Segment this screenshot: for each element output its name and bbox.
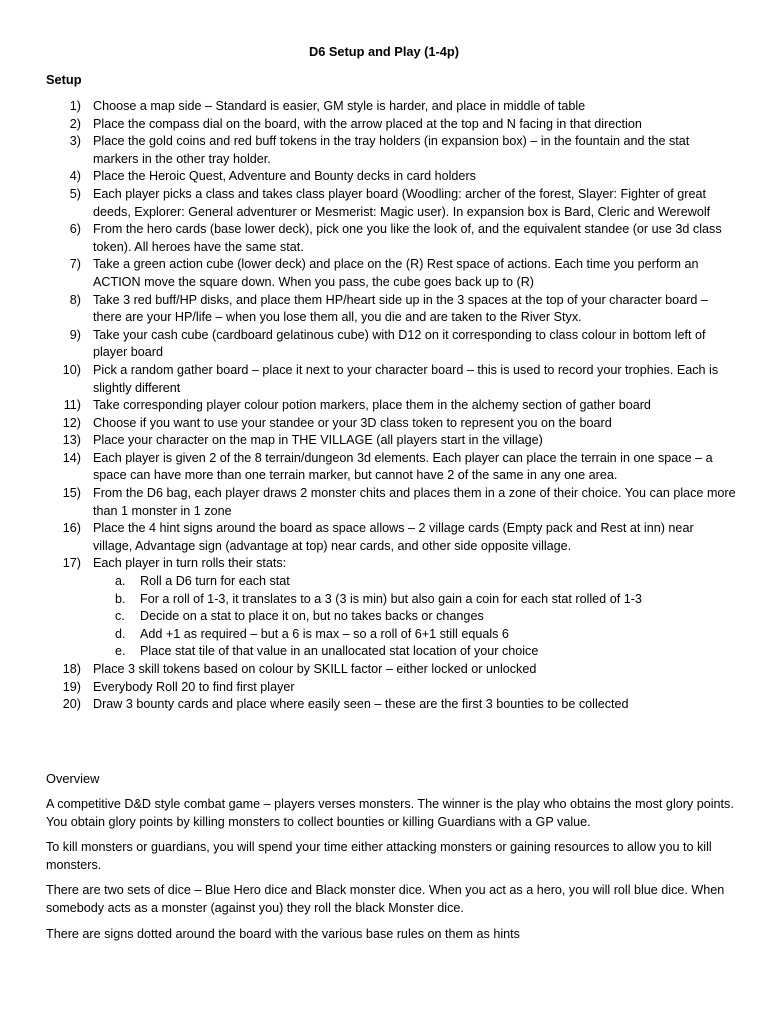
step-text: Choose a map side – Standard is easier, GM style is harder, and place in middle of table [93,99,586,113]
substep-letter: a. [115,574,126,589]
step-text: Each player picks a class and takes class player board (Woodling: archer of the forest, Slayer: Fighter of great deeds, Explorer: General adventurer or Mesmerist: Magic user). In expansion box is Bard, Cleric and Werewolf [93,186,711,219]
step-text: Each player in turn rolls their stats: [93,556,287,571]
substep-letter: c. [115,609,125,624]
overview-paragraph: A competitive D&D style combat game – players verses monsters. The winner is the play who obtains the most glory points. You obtain glory points by killing monsters to collect bounties or killing Guardians with a GP value. [46,797,734,829]
setup-step [46,397,736,415]
step-number: 2) [69,116,81,131]
setup-step [46,520,736,555]
setup-step [46,116,736,134]
step-text: Place the gold coins and red buff tokens in the tray holders (in expansion box) – in the fountain and the stat markers in the other tray holder. [93,134,690,166]
step-text: Take corresponding player colour potion markers, place them in the alchemy section of gather board [93,398,651,413]
step-number: 11) [63,398,81,413]
step-number: 15) [62,486,81,501]
step-number: 13) [62,433,81,448]
setup-step [46,661,736,679]
page-title: D6 Setup and Play (1-4p) [308,44,460,59]
step-number: 18) [62,662,81,676]
step-number: 12) [62,415,81,430]
substep-text: Place stat tile of that value in an unallocated stat location of your choice [140,644,539,659]
step-text: Place 3 skill tokens based on colour by SKILL factor – either locked or unlocked [93,662,537,676]
stat-roll-substeps [93,573,736,661]
substep [93,573,736,591]
substep-text: Decide on a stat to place it on, but no takes backs or changes [140,609,484,624]
step-number: 3) [69,134,81,149]
step-text: Place the 4 hint signs around the board as space allows – 2 village cards (Empty pack and Rest at inn) near village, Advantage sign (advantage at top) near cards, and other side opposite village. [93,521,694,553]
substep-letter: e. [115,644,126,659]
setup-step [46,450,736,485]
setup-step [46,362,736,397]
step-text: Choose if you want to use your standee or your 3D class token to represent you on the board [93,415,612,430]
step-text: From the D6 bag, each player draws 2 monster chits and places them in a zone of their choice. You can place more than 1 monster in 1 zone [93,486,736,518]
step-number: 6) [69,222,81,237]
step-text: Take a green action cube (lower deck) and place on the (R) Rest space of actions. Each time you perform an ACTION move the square down. When you pass, the cube goes back up to (R) [93,257,699,289]
setup-step [46,168,736,186]
step-text: Everybody Roll 20 to find first player [93,679,295,694]
step-number: 9) [69,327,81,342]
setup-step [46,98,736,116]
substep [93,591,736,609]
setup-step [46,186,736,221]
step-number: 17) [62,556,81,571]
step-number: 16) [62,521,81,536]
step-number: 5) [69,186,81,201]
step-text: Draw 3 bounty cards and place where easily seen – these are the first 3 bounties to be collected [93,697,629,712]
step-number: 7) [69,257,81,272]
step-number: 4) [69,169,81,184]
step-text: Place the Heroic Quest, Adventure and Bounty decks in card holders [93,169,476,184]
overview-heading: Overview [46,771,100,786]
substep-text: For a roll of 1-3, it translates to a 3 (3 is min) but also gain a coin for each stat rolled of 1-3 [140,591,642,606]
step-text: Place your character on the map in THE VILLAGE (all players start in the village) [93,433,543,448]
setup-step [46,256,736,291]
step-text: Take your cash cube (cardboard gelatinous cube) with D12 on it corresponding to class colour in bottom left of player board [93,327,706,360]
overview-paragraph: There are two sets of dice – Blue Hero dice and Black monster dice. When you act as a hero, you will roll blue dice. When somebody acts as a monster (against you) they roll the black Monster dice. [46,883,725,915]
setup-step [46,292,736,327]
setup-heading: Setup [46,72,82,87]
substep [93,608,736,626]
step-text: Pick a random gather board – place it next to your character board – this is used to record your trophies. Each is slightly different [93,362,719,395]
setup-step [46,679,736,697]
substep-letter: b. [115,591,126,606]
setup-step [46,696,736,714]
setup-steps-list [46,98,736,714]
step-number: 1) [69,99,81,113]
setup-step [46,221,736,256]
setup-step [46,133,736,168]
overview-paragraphs [46,796,736,951]
step-text: Each player is given 2 of the 8 terrain/dungeon 3d elements. Each player can place the terrain in one space – a space can have more than one terrain marker, but cannot have 2 of the same in any one area. [93,450,713,483]
substep [93,626,736,644]
step-number: 19) [62,679,81,694]
setup-step [46,327,736,362]
setup-step [46,432,736,450]
overview-paragraph: To kill monsters or guardians, you will spend your time either attacking monsters or gaining resources to allow you to kill monsters. [46,840,712,872]
step-text: Take 3 red buff/HP disks, and place them HP/heart side up in the 3 spaces at the top of your character board – there are your HP/life – when you lose them all, you die and are taken to the River Styx. [93,292,708,325]
step-number: 10) [62,362,81,377]
substep-text: Roll a D6 turn for each stat [140,574,290,589]
step-number: 20) [62,697,81,712]
step-text: Place the compass dial on the board, with the arrow placed at the top and N facing in that direction [93,116,642,131]
setup-step [46,555,736,661]
setup-step [46,415,736,433]
setup-step [46,485,736,520]
step-text: From the hero cards (base lower deck), pick one you like the look of, and the equivalent standee (or use 3d class token). All heroes have the same stat. [93,222,722,254]
overview-paragraph: There are signs dotted around the board with the various base rules on them as hints [46,926,520,941]
substep [93,643,736,661]
substep-letter: d. [115,626,126,641]
substep-text: Add +1 as required – but a 6 is max – so a roll of 6+1 still equals 6 [140,626,509,641]
step-number: 14) [62,450,81,465]
step-number: 8) [69,292,81,307]
